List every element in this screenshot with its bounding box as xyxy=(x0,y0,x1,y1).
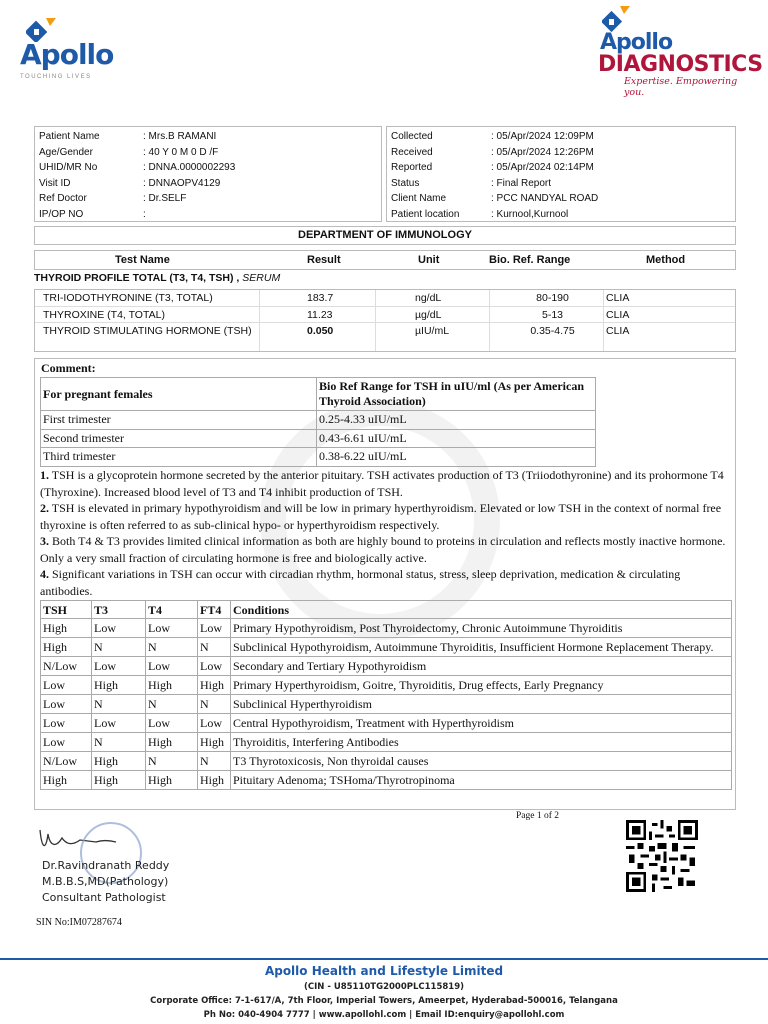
cell: High xyxy=(146,771,198,790)
info-value: : Kurnool,Kurnool xyxy=(491,208,569,220)
footer-cin: (CIN - U85110TG2000PLC115819) xyxy=(303,982,464,992)
trimester-label: Second trimester xyxy=(41,429,317,448)
pregnancy-range-table xyxy=(40,377,596,467)
diagnostics-tagline: Expertise. Empowering you. xyxy=(624,76,738,98)
test-range: 5-13 xyxy=(541,309,563,321)
sin-number: SIN No:IM07287674 xyxy=(36,917,122,928)
cell: High xyxy=(41,619,92,638)
cell: Primary Hypothyroidism, Post Thyroidectomy, Chronic Autoimmune Thyroiditis xyxy=(231,619,732,638)
table-row xyxy=(41,411,596,430)
info-value: : 05/Apr/2024 12:26PM xyxy=(491,146,594,158)
cell: Pituitary Adenoma; TSHoma/Thyrotropinoma xyxy=(231,771,732,790)
comment-label: Comment: xyxy=(41,361,96,375)
info-value: : xyxy=(143,208,146,220)
note-text: TSH is a glycoprotein hormone secreted by the anterior pituitary. TSH activates production of T3 (Triiodothyronine) and its prohormone T4 (Thyroxine). Increased blood level of T3 and T4 inhibit production of TSH. xyxy=(40,468,724,499)
note-text: TSH is elevated in primary hypothyroidism and will be low in primary hyperthyroidism. Elevated or low TSH in the context of normal free thyroxine is often referred to as sub-clinical hypo- or hyperthyroidism respectively. xyxy=(40,501,722,532)
page-number: Page 1 of 2 xyxy=(516,811,560,821)
cell: N xyxy=(198,752,231,771)
info-label: Ref Doctor xyxy=(39,193,87,205)
cell: Low xyxy=(41,714,92,733)
test-unit: µg/dL xyxy=(415,309,442,321)
cell: Low xyxy=(41,676,92,695)
test-range: 0.35-4.75 xyxy=(530,325,575,337)
cell: Low xyxy=(92,714,146,733)
info-label: UHID/MR No xyxy=(39,162,98,174)
cell: Central Hypothyroidism, Treatment with Hyperthyroidism xyxy=(231,714,732,733)
note-4 xyxy=(40,566,732,599)
table-row xyxy=(41,752,732,771)
info-value: : 40 Y 0 M 0 D /F xyxy=(143,146,219,158)
info-value: : Dr.SELF xyxy=(143,193,187,205)
note-3 xyxy=(40,533,732,566)
cell: N/Low xyxy=(41,657,92,676)
table-row xyxy=(41,714,732,733)
table-row xyxy=(41,657,732,676)
table-row xyxy=(41,619,732,638)
info-label: Reported xyxy=(391,162,433,174)
note-number: 3. xyxy=(40,534,49,548)
cell: Low xyxy=(146,657,198,676)
conditions-table xyxy=(40,600,732,790)
info-row xyxy=(35,160,381,176)
cell: Low xyxy=(198,619,231,638)
info-label: Status xyxy=(391,177,420,189)
test-method: CLIA xyxy=(606,309,630,321)
cell: N xyxy=(92,733,146,752)
patient-info-right xyxy=(386,126,736,222)
cell: Low xyxy=(41,695,92,714)
test-unit: µIU/mL xyxy=(415,325,450,337)
note-1 xyxy=(40,467,732,500)
col-result: Result xyxy=(307,254,341,266)
col-t4: T4 xyxy=(146,601,198,619)
test-method: CLIA xyxy=(606,292,630,304)
info-row xyxy=(387,129,735,145)
profile-name: THYROID PROFILE TOTAL (T3, T4, TSH) , xyxy=(34,272,240,284)
apollo-wordmark: Apollo xyxy=(20,38,114,71)
cell: Secondary and Tertiary Hypothyroidism xyxy=(231,657,732,676)
cell: Low xyxy=(198,657,231,676)
table-row xyxy=(41,429,596,448)
info-label: Client Name xyxy=(391,193,447,205)
profile-title xyxy=(34,272,280,284)
table-row xyxy=(35,323,735,351)
cell: High xyxy=(92,752,146,771)
cell: High xyxy=(41,638,92,657)
results-header xyxy=(34,250,736,270)
cell: N xyxy=(198,638,231,657)
col-unit: Unit xyxy=(418,254,440,266)
info-label: Received xyxy=(391,146,433,158)
info-label: Patient location xyxy=(391,208,460,220)
test-result: 11.23 xyxy=(307,309,333,321)
table-row xyxy=(41,448,596,467)
footer-divider xyxy=(0,958,768,960)
cell: Low xyxy=(146,619,198,638)
info-value: : 05/Apr/2024 12:09PM xyxy=(491,131,594,143)
table-row xyxy=(41,771,732,790)
info-row xyxy=(387,176,735,192)
cell: Low xyxy=(92,619,146,638)
cell: Low xyxy=(92,657,146,676)
col-t3: T3 xyxy=(92,601,146,619)
footer-contact: Ph No: 040-4904 7777 | www.apollohl.com | Email ID:enquiry@apollohl.com xyxy=(203,1010,565,1020)
info-row xyxy=(35,191,381,207)
patient-info-left xyxy=(34,126,382,222)
cell: High xyxy=(198,676,231,695)
trimester-range: 0.25-4.33 uIU/mL xyxy=(317,411,596,430)
apollo-diagnostics-wordmark: Apollo xyxy=(600,30,673,55)
info-value: : DNNAOPV4129 xyxy=(143,177,221,189)
note-2 xyxy=(40,500,732,533)
test-result: 0.050 xyxy=(307,325,334,337)
trimester-range: 0.38-6.22 uIU/mL xyxy=(317,448,596,467)
cell: High xyxy=(198,771,231,790)
info-row xyxy=(387,160,735,176)
doctor-name: Dr.Ravindranath Reddy xyxy=(42,859,170,872)
info-row xyxy=(35,207,381,223)
apollo-diagnostics-logo xyxy=(596,4,763,98)
cell: N/Low xyxy=(41,752,92,771)
cell: N xyxy=(146,638,198,657)
note-text: Both T4 & T3 provides limited clinical information as both are highly bound to proteins in circulation and reflects mostly inactive hormone. Only a very small fraction of circulating hormone is free and biologically active. xyxy=(40,534,726,565)
cell: N xyxy=(146,695,198,714)
col-range: Bio. Ref. Range xyxy=(489,254,571,266)
table-row xyxy=(41,676,732,695)
doctor-block xyxy=(42,858,169,906)
cell: High xyxy=(92,676,146,695)
info-label: Visit ID xyxy=(39,177,71,189)
profile-sample: SERUM xyxy=(242,272,281,284)
test-name: TRI-IODOTHYRONINE (T3, TOTAL) xyxy=(43,292,213,304)
qr-code-icon xyxy=(624,820,700,892)
cell: N xyxy=(198,695,231,714)
col-conditions: Conditions xyxy=(231,601,732,619)
table-row xyxy=(35,290,735,307)
info-label: Age/Gender xyxy=(39,146,93,158)
trimester-label: Third trimester xyxy=(41,448,317,467)
cell: Subclinical Hypothyroidism, Autoimmune Thyroiditis, Insufficient Hormone Replacement Therapy. xyxy=(231,638,732,657)
info-label: Patient Name xyxy=(39,131,100,143)
cell: High xyxy=(146,676,198,695)
footer-office: Corporate Office: 7-1-617/A, 7th Floor, Imperial Towers, Ameerpet, Hyderabad-500016, Telangana xyxy=(150,996,618,1006)
cell: N xyxy=(146,752,198,771)
table-header-row xyxy=(41,601,732,619)
info-row xyxy=(387,207,735,223)
test-unit: ng/dL xyxy=(415,292,442,304)
info-value: : Final Report xyxy=(491,177,552,189)
table-row xyxy=(41,638,732,657)
pregnancy-header: For pregnant females xyxy=(41,378,317,411)
doctor-title: Consultant Pathologist xyxy=(42,891,166,904)
apollo-tagline: TOUCHING LIVES xyxy=(20,74,92,80)
info-label: Collected xyxy=(391,131,433,143)
doctor-degree: M.B.B.S,MD(Pathology) xyxy=(42,875,169,888)
trimester-range: 0.43-6.61 uIU/mL xyxy=(317,429,596,448)
note-number: 1. xyxy=(40,468,49,482)
cell: N xyxy=(92,695,146,714)
cell: High xyxy=(146,733,198,752)
note-number: 2. xyxy=(40,501,49,515)
table-row xyxy=(41,378,596,411)
info-row xyxy=(35,176,381,192)
note-number: 4. xyxy=(40,567,49,581)
test-method: CLIA xyxy=(606,325,630,337)
table-row xyxy=(41,695,732,714)
test-result: 183.7 xyxy=(307,292,334,304)
cell: High xyxy=(41,771,92,790)
cell: High xyxy=(198,733,231,752)
info-value: : 05/Apr/2024 02:14PM xyxy=(491,162,594,174)
results-table xyxy=(34,289,736,352)
info-label: IP/OP NO xyxy=(39,208,84,220)
diagnostics-wordmark: DIAGNOSTICS xyxy=(598,52,763,77)
test-name: THYROXINE (T4, TOTAL) xyxy=(43,309,165,321)
test-range: 80-190 xyxy=(536,292,569,304)
cell: Thyroiditis, Interfering Antibodies xyxy=(231,733,732,752)
cell: High xyxy=(92,771,146,790)
trimester-label: First trimester xyxy=(41,411,317,430)
table-row xyxy=(41,733,732,752)
col-test-name: Test Name xyxy=(115,254,170,266)
col-ft4: FT4 xyxy=(198,601,231,619)
cell: Low xyxy=(198,714,231,733)
col-tsh: TSH xyxy=(41,601,92,619)
cell: N xyxy=(92,638,146,657)
apollo-logo xyxy=(18,10,128,80)
department-title: DEPARTMENT OF IMMUNOLOGY xyxy=(34,226,736,245)
col-method: Method xyxy=(646,254,686,266)
info-row xyxy=(35,129,381,145)
info-row xyxy=(387,145,735,161)
pregnancy-header: Bio Ref Range for TSH in uIU/ml (As per American Thyroid Association) xyxy=(317,378,596,411)
test-name: THYROID STIMULATING HORMONE (TSH) xyxy=(43,325,252,337)
table-row xyxy=(35,307,735,323)
info-value: : PCC NANDYAL ROAD xyxy=(491,193,599,205)
info-row xyxy=(35,145,381,161)
cell: Low xyxy=(41,733,92,752)
footer xyxy=(0,964,768,1022)
cell: Low xyxy=(146,714,198,733)
cell: Subclinical Hyperthyroidism xyxy=(231,695,732,714)
info-row xyxy=(387,191,735,207)
cell: T3 Thyrotoxicosis, Non thyroidal causes xyxy=(231,752,732,771)
cell: Primary Hyperthyroidism, Goitre, Thyroiditis, Drug effects, Early Pregnancy xyxy=(231,676,732,695)
footer-company: Apollo Health and Lifestyle Limited xyxy=(264,964,504,978)
note-text: Significant variations in TSH can occur with circadian rhythm, hormonal status, stress, sleep deprivation, medication & circulating antibodies. xyxy=(40,567,681,598)
info-value: : DNNA.0000002293 xyxy=(143,162,236,174)
info-value: : Mrs.B RAMANI xyxy=(143,131,217,143)
